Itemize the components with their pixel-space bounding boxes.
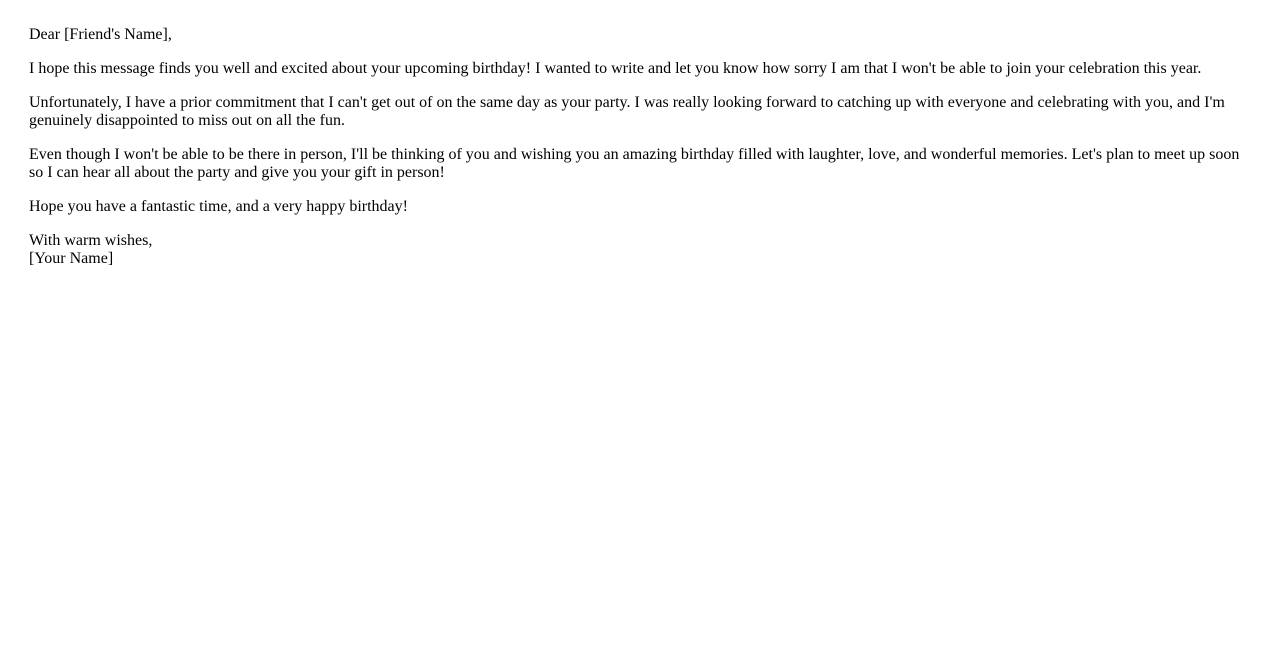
body-paragraph-3: Even though I won't be able to be there in person, I'll be thinking of you and wishing you an amazing birthday filled with laughter, love, and wonderful memories. Let's plan to meet up soon so I can hear all about the party and give you your gift in person! bbox=[29, 146, 1240, 181]
closing-block bbox=[29, 232, 1249, 268]
signature-placeholder: [Your Name] bbox=[29, 250, 114, 267]
body-paragraph-1: I hope this message finds you well and excited about your upcoming birthday! I wanted to write and let you know how sorry I am that I won't be able to join your celebration this year. bbox=[29, 60, 1202, 77]
body-paragraph-4: Hope you have a fantastic time, and a very happy birthday! bbox=[29, 198, 408, 215]
salutation: Dear [Friend's Name], bbox=[29, 26, 172, 43]
closing-line: With warm wishes, bbox=[29, 232, 153, 249]
body-paragraph-2: Unfortunately, I have a prior commitment that I can't get out of on the same day as your party. I was really looking forward to catching up with everyone and celebrating with you, and I'm genuinely disappointed to miss out on all the fun. bbox=[29, 94, 1225, 129]
